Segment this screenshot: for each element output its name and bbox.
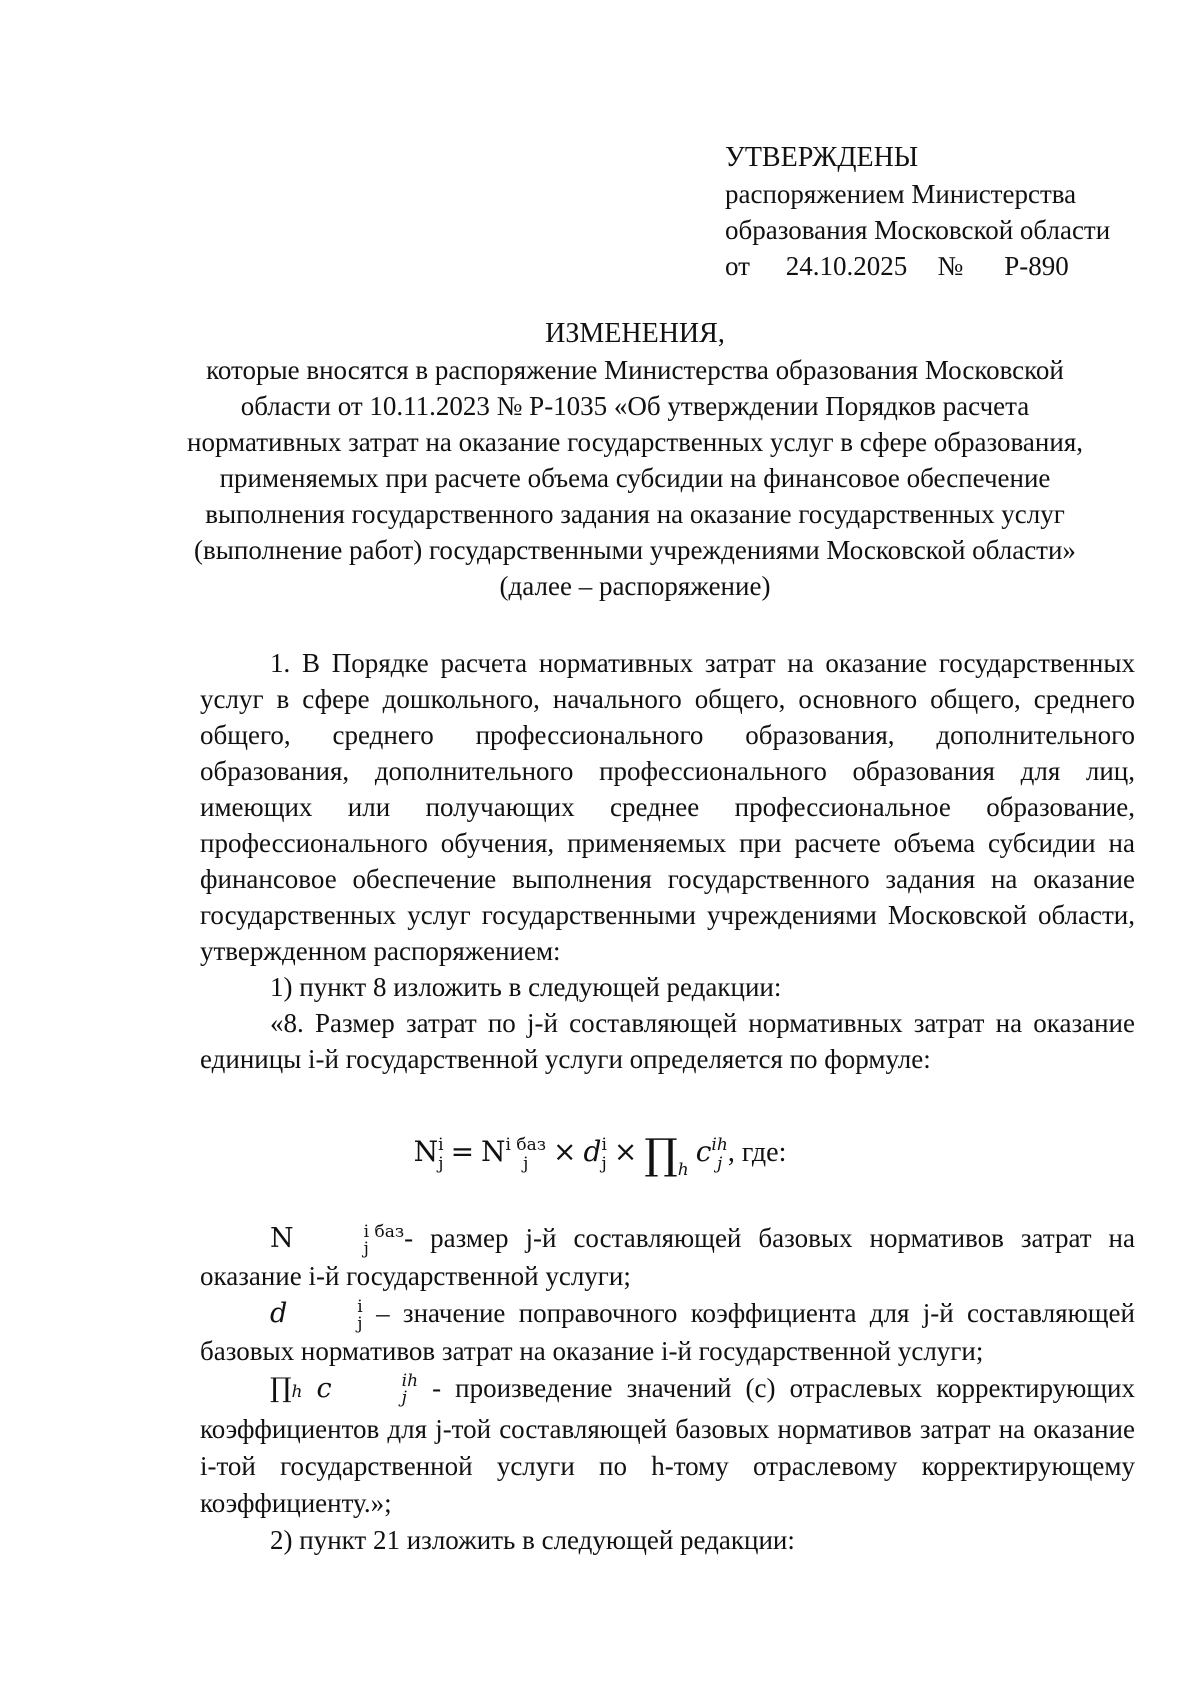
approval-line-1: распоряжением Министерства <box>725 179 1077 209</box>
def3-sup: ih <box>401 1371 419 1392</box>
formula-tail: , где: <box>727 1137 787 1168</box>
paragraph-1: 1. В Порядке расчета нормативных затрат на оказание государственных услуг в сфере дошкольного, начального общего, основного общего, среднего общего, среднего профессионального образования, дополнительного образования, дополнительного профессионального образования для лиц, имеющих или получающих среднее профессиональное образование, профессионального обучения, применяемых при расчете объема субсидии на финансовое обеспечение выполнения государственного задания на оказание государственных услуг государственными учреждениями Московской области, утвержденном распоряжением: <box>200 648 1135 966</box>
def2-symbol-d: d <box>270 1297 288 1329</box>
formula-equals: = <box>450 1135 475 1168</box>
subtitle-line-1: которые вносятся в распоряжение Министерства образования Московской <box>206 355 1064 385</box>
subtitle-line-4: применяемых при расчете объема субсидии на финансовое обеспечение <box>219 463 1051 493</box>
formula-sup-i: i <box>438 1134 444 1155</box>
item-1: 1) пункт 8 изложить в следующей редакции: <box>270 972 782 1002</box>
def2-sup: i <box>357 1296 363 1317</box>
formula-sub-j-2: j <box>523 1153 529 1174</box>
formula-d-sub-j: j <box>601 1153 607 1174</box>
point-8-text: «8. Размер затрат по j-й составляющей нормативных затрат на оказание единицы i-й государственной услуги определяется по формуле: <box>200 1008 1135 1074</box>
formula-definitions <box>200 1220 1135 1559</box>
definition-1 <box>200 1220 1135 1295</box>
document-title: ИЗМЕНЕНИЯ, <box>545 318 725 349</box>
formula-sub-j: j <box>438 1153 444 1174</box>
formula-times-1: × <box>553 1135 577 1168</box>
approval-title: УТВЕРЖДЕНЫ <box>725 142 919 173</box>
approval-date-number-row <box>725 248 1110 284</box>
subtitle-line-6: (выполнение работ) государственными учреждениями Московской области» <box>194 535 1076 565</box>
subtitle-line-7: (далее – распоряжение) <box>499 571 771 601</box>
def2-sub: j <box>357 1313 363 1334</box>
def3-product-sign: ∏ <box>270 1372 292 1404</box>
formula-N: N <box>413 1135 439 1168</box>
formula-product-sign: ∏ <box>644 1129 678 1179</box>
approval-date: 24.10.2025 <box>785 251 908 281</box>
definition-2 <box>200 1295 1135 1370</box>
approval-from-label: от <box>725 251 750 281</box>
def3-sub: j <box>401 1388 407 1409</box>
formula-d-sup-i: i <box>601 1134 607 1155</box>
def1-sub: j <box>363 1238 369 1259</box>
formula-c-sup-ih: ih <box>711 1134 728 1155</box>
item-2: 2) пункт 21 изложить в следующей редакции: <box>270 1524 795 1555</box>
formula-N-base: N <box>481 1135 506 1168</box>
approval-stamp-block <box>725 140 1110 284</box>
def1-symbol-N: N <box>270 1223 294 1254</box>
approval-line-2: образования Московской области <box>725 215 1111 245</box>
subtitle-line-5: выполнения государственного задания на оказание государственных услуг <box>205 499 1065 529</box>
definition-3 <box>200 1370 1135 1522</box>
document-header <box>150 316 1120 604</box>
formula <box>0 1129 1200 1190</box>
subtitle-line-2: области от 10.11.2023 № Р-1035 «Об утверждении Порядков расчета <box>240 391 1030 421</box>
formula-times-2: × <box>613 1135 638 1168</box>
def1-sup: i баз <box>363 1221 405 1242</box>
formula-product-sub-h: h <box>677 1160 689 1180</box>
def2-text: – значение поправочного коэффициента для j-й составляющей базовых нормативов затрат на оказание i-й государственной услуги; <box>200 1297 1135 1366</box>
formula-d: d <box>583 1135 602 1168</box>
def3-product-sub-h: h <box>291 1381 303 1402</box>
approval-number-sign: № <box>937 251 964 281</box>
def3-symbol-c: c <box>316 1372 332 1404</box>
def3-text: - произведение значений (c) отраслевых корректирующих коэффициентов для j-той составляющей базовых нормативов затрат на оказание i-той государственной услуги по h-тому отраслевому корректирующему коэффициенту.»; <box>200 1372 1136 1518</box>
formula-sup-i-baz: i баз <box>505 1134 547 1155</box>
document-body <box>200 645 1135 1077</box>
formula-c-sub-j: j <box>716 1153 723 1174</box>
approval-number: Р-890 <box>1004 251 1069 281</box>
subtitle-line-3: нормативных затрат на оказание государственных услуг в сфере образования, <box>187 427 1083 457</box>
def1-text: - размер j-й составляющей базовых нормативов затрат на оказание i-й государственной услуги; <box>200 1223 1135 1291</box>
formula-c: c <box>695 1135 712 1168</box>
